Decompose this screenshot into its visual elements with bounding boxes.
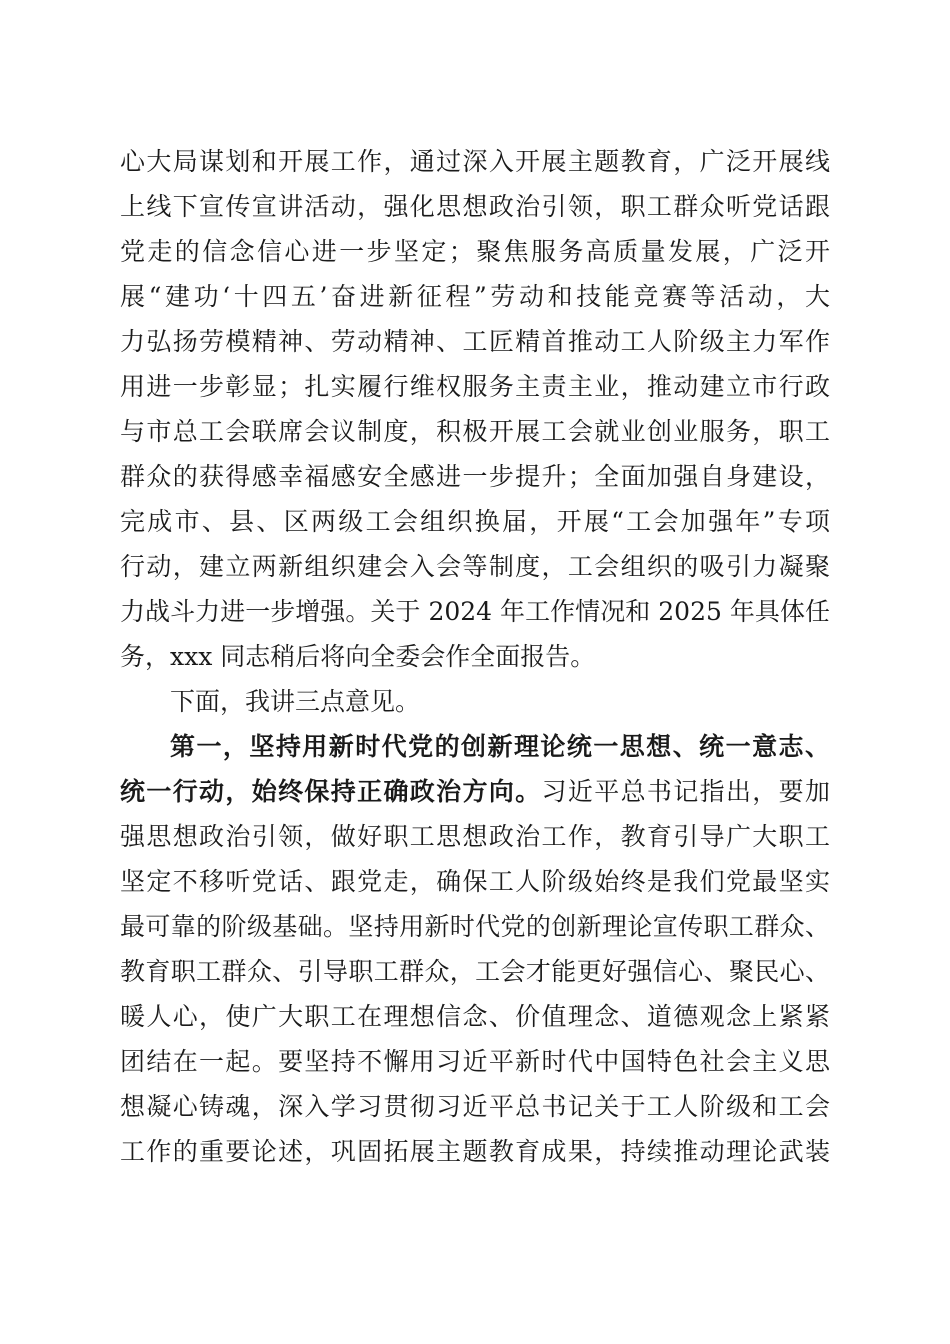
paragraph-line: 工作的重要论述，巩固拓展主题教育成果，持续推动理论武装 bbox=[120, 1137, 830, 1166]
paragraph-line: 与市总工会联席会议制度，积极开展工会就业创业服务，职工 bbox=[120, 417, 830, 446]
paragraph-line: 想凝心铸魂，深入学习贯彻习近平总书记关于工人阶级和工会 bbox=[120, 1092, 830, 1121]
paragraph-line: 坚定不移听党话、跟党走，确保工人阶级始终是我们党最坚实 bbox=[120, 867, 830, 896]
section-heading-continued: 统一行动，始终保持正确政治方向。 bbox=[120, 777, 542, 806]
section-heading: 第一，坚持用新时代党的创新理论统一思想、统一意志、 bbox=[170, 732, 830, 761]
paragraph-text: 习近平总书记指出，要加 bbox=[541, 777, 830, 806]
paragraph-line: 强思想政治引领，做好职工思想政治工作，教育引导广大职工 bbox=[120, 822, 830, 851]
paragraph-line: 展“建功‘十四五’奋进新征程”劳动和技能竞赛等活动，大 bbox=[120, 282, 830, 311]
paragraph-line: 团结在一起。要坚持不懈用习近平新时代中国特色社会主义思 bbox=[120, 1047, 830, 1076]
paragraph-line: 务，xxx 同志稍后将向全委会作全面报告。 bbox=[120, 642, 596, 671]
paragraph-line: 行动，建立两新组织建会入会等制度，工会组织的吸引力凝聚 bbox=[120, 552, 830, 581]
paragraph-line: 用进一步彰显；扎实履行维权服务主责主业，推动建立市行政 bbox=[120, 372, 830, 401]
paragraph-line: 党走的信念信心进一步坚定；聚焦服务高质量发展，广泛开 bbox=[120, 237, 830, 266]
paragraph-line: 暖人心，使广大职工在理想信念、价值理念、道德观念上紧紧 bbox=[120, 1002, 830, 1031]
paragraph-line: 心大局谋划和开展工作，通过深入开展主题教育，广泛开展线 bbox=[120, 147, 830, 176]
paragraph-line: 最可靠的阶级基础。坚持用新时代党的创新理论宣传职工群众、 bbox=[120, 912, 830, 941]
paragraph-line: 教育职工群众、引导职工群众，工会才能更好强信心、聚民心、 bbox=[120, 957, 830, 986]
paragraph-line: 上线下宣传宣讲活动，强化思想政治引领，职工群众听党话跟 bbox=[120, 192, 830, 221]
paragraph-line: 完成市、县、区两级工会组织换届，开展“工会加强年”专项 bbox=[120, 507, 830, 536]
paragraph-line: 力战斗力进一步增强。关于 2024 年工作情况和 2025 年具体任 bbox=[120, 597, 830, 626]
paragraph-line bbox=[120, 772, 830, 812]
paragraph-line: 力弘扬劳模精神、劳动精神、工匠精首推动工人阶级主力军作 bbox=[120, 327, 830, 356]
paragraph-line: 群众的获得感幸福感安全感进一步提升；全面加强自身建设， bbox=[120, 462, 830, 491]
paragraph-line: 下面，我讲三点意见。 bbox=[170, 687, 421, 716]
